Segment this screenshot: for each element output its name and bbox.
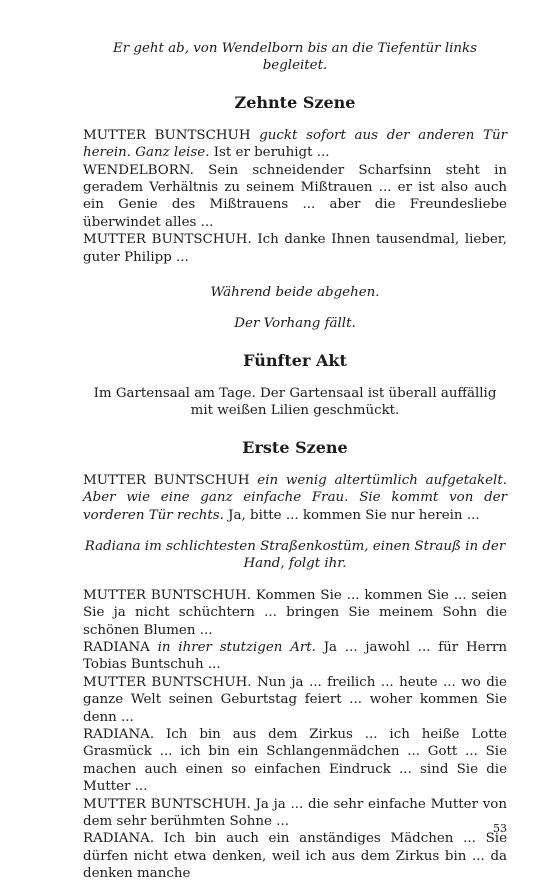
speech-wendelborn: WENDELBORN. Sein schneidender Scharfsinn steht in geradem Verhältnis zu seinem Mißtrauen ... er ist also auch ein Genie des Mißtrauens ... aber die Freundesliebe überwindet alles ... [83, 162, 507, 230]
scene-heading-zehnte: Zehnte Szene [234, 92, 356, 112]
speech-mutter-1 [83, 127, 507, 162]
stage-direction: in ihrer stutzigen Art. [157, 639, 316, 655]
speaker-name: MUTTER BUNTSCHUH [83, 127, 251, 143]
speech-mutter-5: MUTTER BUNTSCHUH. Nun ja ... freilich ... heute ... wo die ganze Welt seinen Geburtstag feiert ... woher kommen Sie denn ... [83, 674, 507, 725]
speech-radiana-3: RADIANA. Ich bin auch ein anständiges Mädchen ... Sie dürfen nicht etwa denken, weil ich aus dem Zirkus bin ... da denken manche [83, 831, 507, 882]
speech-mutter-4: MUTTER BUNTSCHUH. Kommen Sie ... kommen Sie ... seien Sie ja nicht schüchtern ... bringen Sie meinem Sohn die schönen Blumen ... [83, 587, 507, 638]
act-heading-fuenfter: Fünfter Akt [243, 350, 347, 370]
speech-mutter-2: MUTTER BUNTSCHUH. Ich danke Ihnen tausendmal, lieber, guter Philipp ... [83, 232, 507, 265]
stage-direction-radiana: Radiana im schlichtesten Straßenkostüm, einen Strauß in der Hand, folgt ihr. [84, 538, 506, 572]
page-number: 53 [493, 822, 507, 835]
page-body [83, 40, 507, 883]
stage-direction-abgehen: Während beide abgehen. [210, 285, 380, 301]
scene-heading-erste: Erste Szene [242, 437, 348, 457]
speaker-name: MUTTER BUNTSCHUH [83, 472, 250, 488]
stage-direction: guckt sofort aus der anderen Tür herein. Ganz leise. [83, 127, 507, 161]
speech-radiana-1 [83, 639, 507, 674]
stage-direction-exit: Er geht ab, von Wendelborn bis an die Tiefentür links begleitet. [112, 41, 478, 74]
speech-text: Ja ... jawohl ... für Herrn Tobias Buntschuh ... [83, 639, 507, 673]
speaker-name: RADIANA [83, 639, 150, 655]
speech-radiana-2: RADIANA. Ich bin aus dem Zirkus ... ich heiße Lotte Grasmück ... ich bin ein Schlangenmädchen ... Gott ... Sie machen auch einen so einfachen Eindruck ... sind Sie die Mutter ... [83, 726, 507, 795]
stage-direction: ein wenig altertümlich aufgetakelt. Aber wie eine ganz einfache Frau. Sie kommt von der vorderen Tür rechts. [83, 472, 507, 523]
stage-direction-vorhang: Der Vorhang fällt. [234, 316, 356, 332]
speech-text: Ja, bitte ... kommen Sie nur herein ... [228, 507, 480, 523]
speech-text: Ist er beruhigt ... [213, 145, 330, 161]
setting-description: Im Gartensaal am Tage. Der Gartensaal ist überall auffällig mit weißen Lilien geschmückt. [93, 385, 497, 419]
speech-mutter-3 [83, 472, 507, 524]
speech-mutter-6: MUTTER BUNTSCHUH. Ja ja ... die sehr einfache Mutter von dem sehr berühmten Sohne ... [83, 796, 507, 829]
